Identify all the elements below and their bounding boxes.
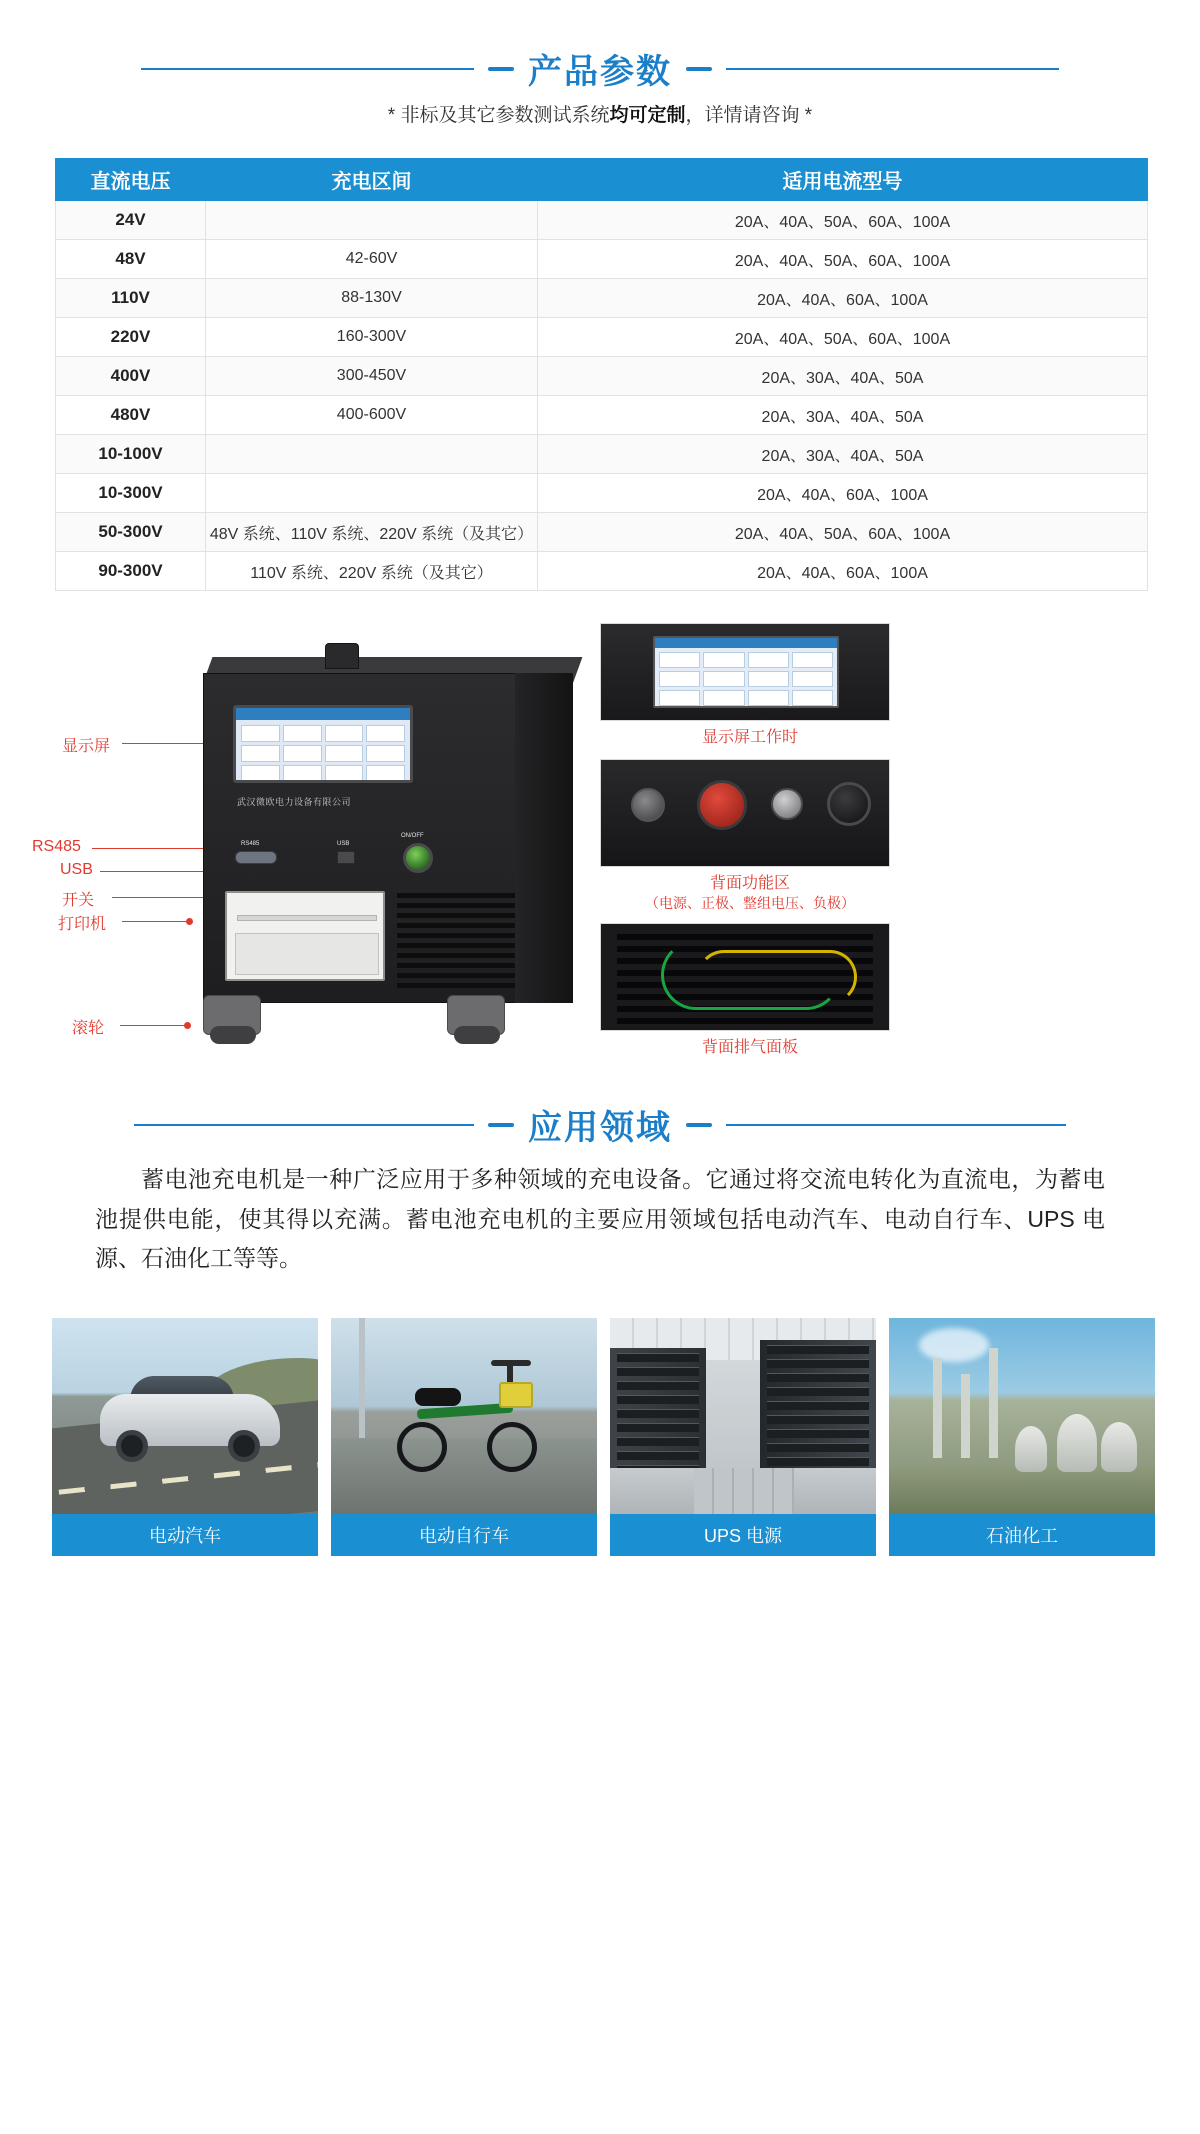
table-row [56,318,1148,357]
ebike-image [331,1318,597,1514]
application-description: 蓄电池充电机是一种广泛应用于多种领域的充电设备。它通过将交流电转化为直流电，为蓄电池提供电能，使其得以充满。蓄电池充电机的主要应用领域包括电动汽车、电动自行车、UPS 电源、石油化工等等。 [95,1166,1105,1272]
callout-label-printer: 打印机 [58,916,107,933]
subtitle-post: ，详情请咨询 * [685,105,813,126]
rear-fan-port [631,788,665,822]
app-heading-rule-right [726,1124,1066,1126]
table-cell [206,435,538,474]
table-row [56,240,1148,279]
yellow-cable [697,950,857,1004]
power-switch-label: ON/OFF [401,833,424,839]
table-row [56,396,1148,435]
table-cell: 90-300V [56,552,206,591]
thumb-caption-display: 显示屏工作时 [701,729,798,746]
heading-dash-right [686,67,712,71]
table-cell: 24V [56,201,206,240]
callout-label-display: 显示屏 [62,738,111,755]
ups-datacenter-image [610,1318,876,1514]
table-cell: 20A、40A、50A、60A、100A [538,201,1148,240]
table-cell: 400-600V [206,396,538,435]
table-cell: 48V [56,240,206,279]
thumb-screen-bar [655,638,837,648]
thumb-caption-rear-main: 背面功能区 [709,874,790,892]
spec-table [55,158,1148,591]
subtitle-pre: * 非标及其它参数测试系统 [387,105,610,126]
thumb-rear-function-area [600,759,890,867]
table-header-current: 适用电流型号 [538,159,1148,201]
table-row [56,552,1148,591]
cathode-terminal [827,782,871,826]
device-caster-right [447,995,505,1035]
heading-dash-left [488,67,514,71]
table-cell: 20A、40A、50A、60A、100A [538,318,1148,357]
table-cell: 220V [56,318,206,357]
ev-car-image [52,1318,318,1514]
application-card-ev[interactable] [52,1318,318,1556]
anode-terminal [697,780,747,830]
callout-label-usb: USB [60,861,93,878]
table-cell [206,201,538,240]
table-row [56,474,1148,513]
usb-port-label: USB [337,841,350,847]
page-title: 产品参数 [528,53,672,91]
petrochemical-plant-image [889,1318,1155,1514]
table-cell: 20A、30A、40A、50A [538,357,1148,396]
table-cell: 10-300V [56,474,206,513]
device-vent-grille [397,893,515,997]
thumb-screen-grid [655,648,837,710]
table-cell: 110V 系统、220V 系统（及其它） [206,552,538,591]
table-header-voltage: 直流电压 [56,159,206,201]
table-cell: 400V [56,357,206,396]
device-handle [325,643,359,669]
rs485-port-label: RS485 [241,841,260,847]
device-brand-text: 武汉微欧电力设备有限公司 [237,797,352,807]
params-subtitle [0,100,1200,127]
detail-thumbnail-column [600,623,900,1069]
group-voltage-terminal [771,788,803,820]
table-row [56,513,1148,552]
device-side-panel [515,673,573,1003]
table-header-range: 充电区间 [206,159,538,201]
callout-line-caster [120,1025,188,1026]
application-label-ebike: 电动自行车 [331,1514,597,1556]
device-printer [225,891,385,981]
table-cell: 20A、30A、40A、50A [538,396,1148,435]
application-card-ebike[interactable] [331,1318,597,1556]
table-cell [206,474,538,513]
screen-title-bar [236,708,410,720]
table-cell: 50-300V [56,513,206,552]
table-cell: 20A、40A、50A、60A、100A [538,513,1148,552]
heading-rule-right [726,68,1059,70]
thumb-caption-exhaust: 背面排气面板 [701,1039,798,1057]
table-cell: 42-60V [206,240,538,279]
table-row [56,357,1148,396]
product-photo-area [0,615,1200,1065]
table-row [56,435,1148,474]
device-touchscreen [233,705,413,783]
table-cell: 20A、40A、60A、100A [538,552,1148,591]
printer-tray [235,933,379,975]
thumb-caption-rear [600,873,900,913]
table-cell: 480V [56,396,206,435]
device-port-panel [225,833,455,879]
thumb-screen [653,636,839,708]
table-row [56,201,1148,240]
callout-label-rs485: RS485 [32,838,81,855]
thumb-rear-exhaust-panel [600,923,890,1031]
app-heading-rule-left [134,1124,474,1126]
application-label-petrochem: 石油化工 [889,1514,1155,1556]
app-heading-dash-right [686,1123,712,1127]
application-label-ups: UPS 电源 [610,1514,876,1556]
table-cell: 300-450V [206,357,538,396]
table-cell: 20A、30A、40A、50A [538,435,1148,474]
application-section-heading [0,1100,1200,1149]
screen-content-grid [236,720,410,783]
callout-label-caster: 滚轮 [72,1020,105,1037]
callout-label-switch: 开关 [62,892,95,909]
printer-paper-slot [237,915,377,921]
table-header-row [56,159,1148,201]
subtitle-emphasis: 均可定制 [609,105,686,126]
thumb-display-working [600,623,890,721]
table-cell: 110V [56,279,206,318]
app-heading-dash-left [488,1123,514,1127]
table-cell: 160-300V [206,318,538,357]
application-card-petrochem[interactable] [889,1318,1155,1556]
table-cell: 88-130V [206,279,538,318]
table-body [56,201,1148,591]
application-label-ev: 电动汽车 [52,1514,318,1556]
rs485-port [235,851,277,864]
thumb-caption-rear-sub: （电源、正极、整组电压、负极） [645,895,855,912]
application-title: 应用领域 [528,1109,672,1147]
table-cell: 20A、40A、60A、100A [538,279,1148,318]
table-cell: 48V 系统、110V 系统、220V 系统（及其它） [206,513,538,552]
table-cell: 20A、40A、50A、60A、100A [538,240,1148,279]
params-section-heading [0,44,1200,93]
charger-device-illustration [185,643,605,1043]
device-caster-left [203,995,261,1035]
table-cell: 10-100V [56,435,206,474]
power-switch-knob [403,843,433,873]
heading-rule-left [141,68,474,70]
table-cell: 20A、40A、60A、100A [538,474,1148,513]
application-card-ups[interactable] [610,1318,876,1556]
usb-port [337,851,355,864]
callout-line-printer [122,921,190,922]
table-row [56,279,1148,318]
application-card-grid [52,1318,1148,1556]
